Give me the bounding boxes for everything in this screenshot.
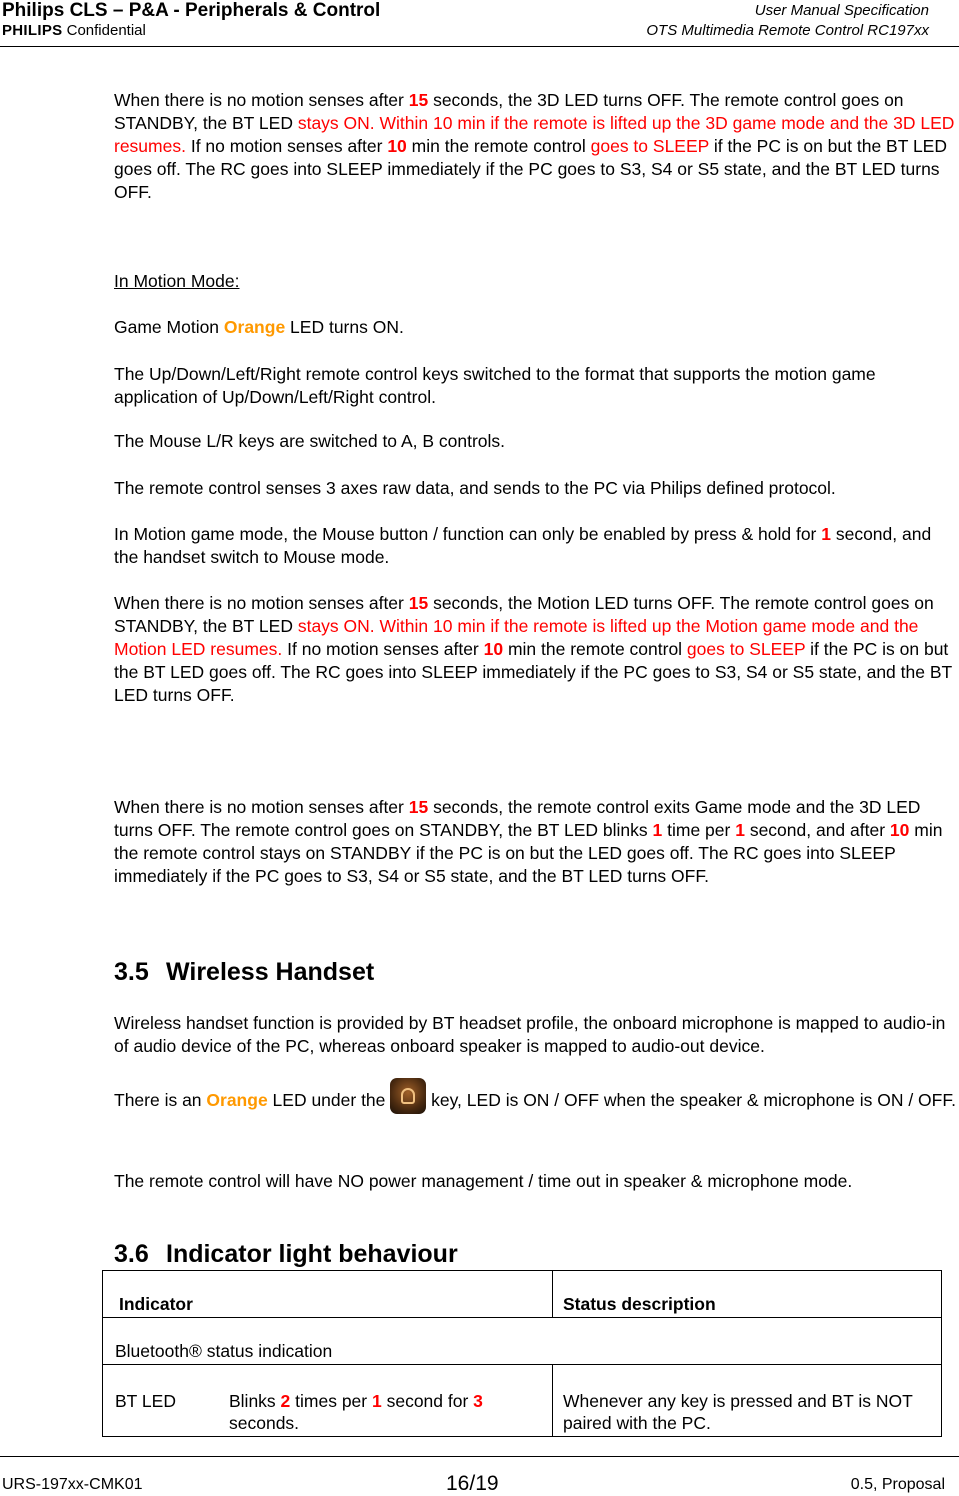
paragraph-press-hold: In Motion game mode, the Mouse button / function can only be enabled by press & hold for 1 second, and the handset switch to Mouse mode. bbox=[114, 524, 932, 567]
section-heading-3-5: 3.5 Wireless Handset bbox=[114, 958, 375, 986]
footer-page-number: 16/19 bbox=[446, 1472, 499, 1495]
table-header-indicator: Indicator bbox=[103, 1271, 553, 1318]
footer-doc-id: URS-197xx-CMK01 bbox=[2, 1476, 143, 1493]
footer-version: 0.5, Proposal bbox=[850, 1476, 945, 1493]
section-heading-3-6: 3.6 Indicator light behaviour bbox=[114, 1240, 458, 1268]
confidential-label: Confidential bbox=[66, 22, 146, 39]
philips-logo: PHILIPS bbox=[2, 22, 63, 39]
paragraph-mouse-keys: The Mouse L/R keys are switched to A, B controls. bbox=[114, 431, 506, 451]
led-blink-description: Blinks 2 times per 1 second for 3 seconds. bbox=[229, 1391, 483, 1433]
paragraph-motion-standby: When there is no motion senses after 15 seconds, the Motion LED turns OFF. The remote control goes on STANDBY, the BT LED stays ON. Within 10 min if the remote is lifted up the Motion game mode and the Motion LED resumes. If no motion senses after 10 min the remote control goes to SLEEP if the PC is on but the BT LED goes off. The RC goes into SLEEP immediately if the PC goes to S3, S4 or S5 state, and the BT LED turns OFF. bbox=[114, 593, 952, 705]
header-confidential bbox=[2, 22, 146, 39]
table-header-status: Status description bbox=[553, 1271, 942, 1318]
speaker-microphone-key-icon bbox=[390, 1078, 426, 1114]
page-header bbox=[0, 0, 959, 47]
paragraph-game-motion: Game Motion Orange LED turns ON. bbox=[114, 317, 404, 337]
paragraph-handset-function: Wireless handset function is provided by BT headset profile, the onboard microphone is mapped to audio-in of audio device of the PC, whereas onboard speaker is mapped to audio-out device. bbox=[114, 1013, 946, 1056]
led-name: BT LED bbox=[115, 1391, 176, 1411]
header-doc-type: User Manual Specification bbox=[754, 2, 929, 19]
motion-mode-heading: In Motion Mode: bbox=[114, 271, 240, 291]
paragraph-exit-game: When there is no motion senses after 15 seconds, the remote control exits Game mode and the 3D LED turns OFF. The remote control goes on STANDBY, the BT LED blinks 1 time per 1 second, and after 10 min the remote control stays on STANDBY if the PC is on but the LED goes off. The RC goes into SLEEP immediately if the PC goes to S3, S4 or S5 state, and the BT LED turns OFF. bbox=[114, 797, 943, 886]
paragraph-keys: The Up/Down/Left/Right remote control keys switched to the format that supports the motion game application of Up/Down/Left/Right control. bbox=[114, 364, 876, 407]
table-cell-indicator bbox=[103, 1365, 553, 1437]
paragraph-no-power-management: The remote control will have NO power management / time out in speaker & microphone mode. bbox=[114, 1171, 853, 1191]
header-title: Philips CLS – P&A - Peripherals & Control bbox=[2, 0, 381, 21]
paragraph-senses: The remote control senses 3 axes raw data, and sends to the PC via Philips defined protocol. bbox=[114, 478, 836, 498]
paragraph-3d-standby: When there is no motion senses after 15 seconds, the 3D LED turns OFF. The remote control goes on STANDBY, the BT LED stays ON. Within 10 min if the remote is lifted up the 3D game mode and the 3D LED resumes. If no motion senses after 10 min the remote control goes to SLEEP if the PC is on but the BT LED goes off. The RC goes into SLEEP immediately if the PC goes to S3, S4 or S5 state, and the BT LED turns OFF. bbox=[114, 90, 955, 202]
table-cell-status: Whenever any key is pressed and BT is NOT paired with the PC. bbox=[553, 1365, 942, 1437]
table-group-bluetooth: Bluetooth® status indication bbox=[103, 1318, 942, 1365]
indicator-table bbox=[102, 1270, 942, 1437]
paragraph-orange-led: There is an Orange LED under the key, LED is ON / OFF when the speaker & microphone is ON / OFF. bbox=[114, 1078, 959, 1114]
page-footer-rule bbox=[0, 1456, 959, 1457]
header-doc-name: OTS Multimedia Remote Control RC197xx bbox=[646, 22, 929, 39]
